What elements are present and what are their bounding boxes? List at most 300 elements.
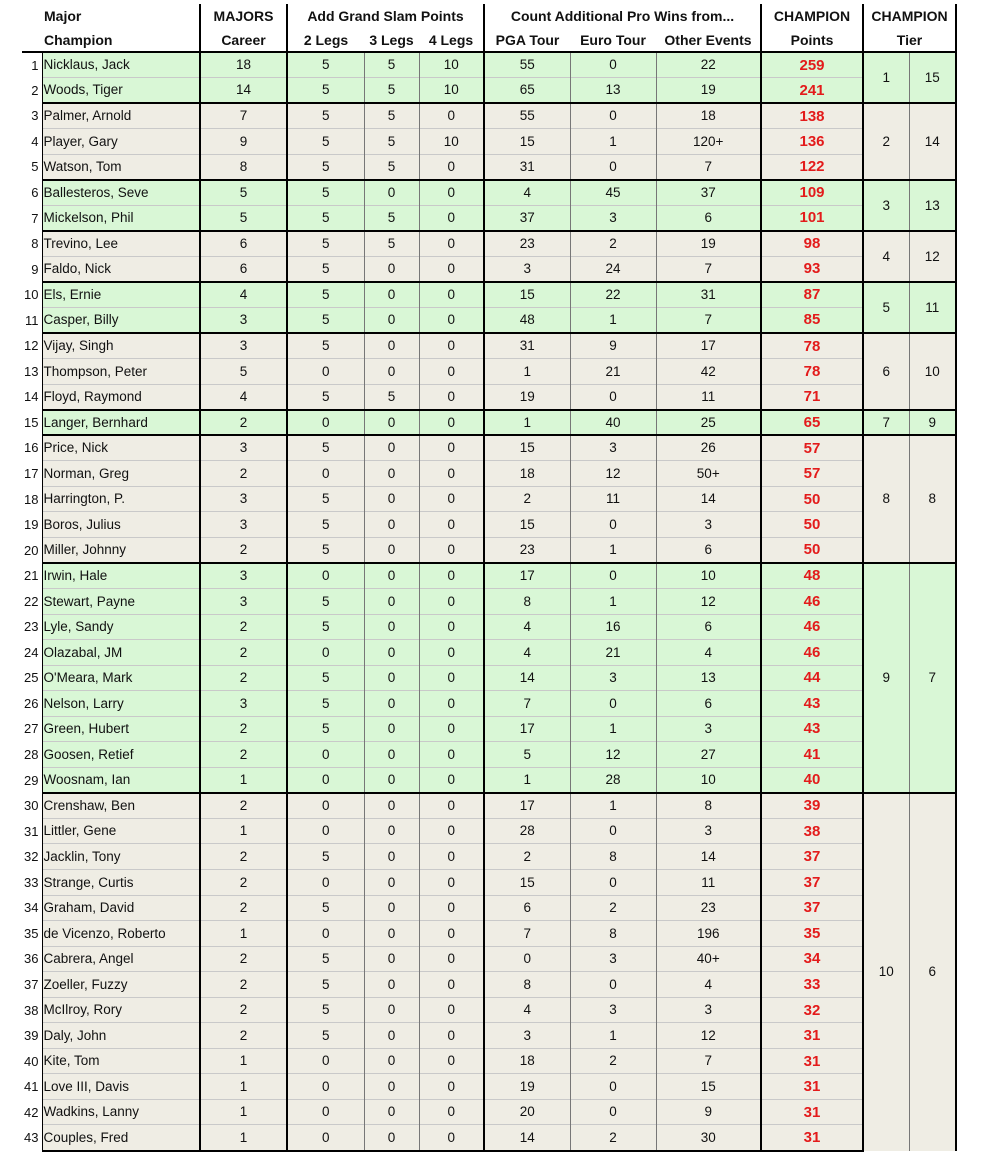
euro-tour-cell: 0 xyxy=(570,691,656,717)
career-cell: 2 xyxy=(200,742,287,768)
three-legs-cell: 0 xyxy=(364,1023,419,1049)
pga-tour-cell: 55 xyxy=(484,103,570,129)
three-legs-cell: 0 xyxy=(364,716,419,742)
euro-tour-cell: 1 xyxy=(570,129,656,155)
tier-value-cell: 8 xyxy=(909,435,956,563)
career-cell: 2 xyxy=(200,793,287,819)
rank-cell: 17 xyxy=(22,461,42,487)
rank-cell: 42 xyxy=(22,1099,42,1125)
table-row xyxy=(22,410,956,436)
career-cell: 3 xyxy=(200,333,287,359)
two-legs-cell: 5 xyxy=(287,129,364,155)
pga-tour-cell: 15 xyxy=(484,129,570,155)
two-legs-cell: 0 xyxy=(287,640,364,666)
points-cell: 35 xyxy=(761,921,863,947)
other-events-cell: 120+ xyxy=(656,129,761,155)
pga-tour-cell: 20 xyxy=(484,1099,570,1125)
header-euro-tour: Euro Tour xyxy=(570,28,656,52)
career-cell: 18 xyxy=(200,52,287,78)
two-legs-cell: 0 xyxy=(287,1099,364,1125)
points-cell: 37 xyxy=(761,895,863,921)
pga-tour-cell: 0 xyxy=(484,946,570,972)
three-legs-cell: 0 xyxy=(364,1099,419,1125)
pga-tour-cell: 4 xyxy=(484,640,570,666)
two-legs-cell: 5 xyxy=(287,52,364,78)
champion-name-cell: Norman, Greg xyxy=(42,461,200,487)
tier-number-cell: 8 xyxy=(863,435,909,563)
three-legs-cell: 0 xyxy=(364,307,419,333)
euro-tour-cell: 0 xyxy=(570,870,656,896)
points-cell: 50 xyxy=(761,537,863,563)
rank-cell: 40 xyxy=(22,1048,42,1074)
euro-tour-cell: 1 xyxy=(570,537,656,563)
other-events-cell: 10 xyxy=(656,563,761,589)
header-pro-wins: Count Additional Pro Wins from... xyxy=(484,4,761,28)
points-cell: 85 xyxy=(761,307,863,333)
header-name-top: Major xyxy=(42,4,200,28)
table-row xyxy=(22,972,956,998)
euro-tour-cell: 0 xyxy=(570,512,656,538)
two-legs-cell: 0 xyxy=(287,767,364,793)
rank-cell: 3 xyxy=(22,103,42,129)
table-row xyxy=(22,895,956,921)
euro-tour-cell: 21 xyxy=(570,640,656,666)
champion-name-cell: Cabrera, Angel xyxy=(42,946,200,972)
career-cell: 1 xyxy=(200,1048,287,1074)
champion-name-cell: Daly, John xyxy=(42,1023,200,1049)
pga-tour-cell: 65 xyxy=(484,78,570,104)
four-legs-cell: 0 xyxy=(419,742,484,768)
points-cell: 138 xyxy=(761,103,863,129)
table-body xyxy=(22,52,956,1151)
four-legs-cell: 0 xyxy=(419,333,484,359)
pga-tour-cell: 18 xyxy=(484,461,570,487)
two-legs-cell: 5 xyxy=(287,512,364,538)
table-row xyxy=(22,307,956,333)
four-legs-cell: 0 xyxy=(419,1023,484,1049)
table-row xyxy=(22,1074,956,1100)
career-cell: 2 xyxy=(200,946,287,972)
three-legs-cell: 0 xyxy=(364,742,419,768)
career-cell: 6 xyxy=(200,231,287,257)
other-events-cell: 6 xyxy=(656,205,761,231)
rank-cell: 9 xyxy=(22,256,42,282)
three-legs-cell: 0 xyxy=(364,870,419,896)
euro-tour-cell: 0 xyxy=(570,103,656,129)
career-cell: 2 xyxy=(200,870,287,896)
champion-name-cell: Harrington, P. xyxy=(42,486,200,512)
champion-name-cell: Floyd, Raymond xyxy=(42,384,200,410)
header-tier-top: CHAMPION xyxy=(863,4,956,28)
table-row xyxy=(22,793,956,819)
two-legs-cell: 5 xyxy=(287,180,364,206)
points-cell: 57 xyxy=(761,461,863,487)
points-cell: 98 xyxy=(761,231,863,257)
three-legs-cell: 0 xyxy=(364,997,419,1023)
pga-tour-cell: 23 xyxy=(484,231,570,257)
pga-tour-cell: 17 xyxy=(484,716,570,742)
three-legs-cell: 0 xyxy=(364,410,419,436)
euro-tour-cell: 8 xyxy=(570,921,656,947)
champion-name-cell: de Vicenzo, Roberto xyxy=(42,921,200,947)
rank-cell: 20 xyxy=(22,537,42,563)
four-legs-cell: 0 xyxy=(419,665,484,691)
champion-name-cell: Vijay, Singh xyxy=(42,333,200,359)
career-cell: 2 xyxy=(200,844,287,870)
three-legs-cell: 0 xyxy=(364,665,419,691)
four-legs-cell: 0 xyxy=(419,997,484,1023)
other-events-cell: 6 xyxy=(656,614,761,640)
rank-cell: 28 xyxy=(22,742,42,768)
euro-tour-cell: 13 xyxy=(570,78,656,104)
champion-name-cell: Watson, Tom xyxy=(42,154,200,180)
champion-name-cell: Green, Hubert xyxy=(42,716,200,742)
other-events-cell: 7 xyxy=(656,1048,761,1074)
table-row xyxy=(22,205,956,231)
four-legs-cell: 0 xyxy=(419,231,484,257)
four-legs-cell: 10 xyxy=(419,78,484,104)
career-cell: 3 xyxy=(200,486,287,512)
career-cell: 2 xyxy=(200,972,287,998)
three-legs-cell: 0 xyxy=(364,461,419,487)
other-events-cell: 6 xyxy=(656,691,761,717)
other-events-cell: 12 xyxy=(656,588,761,614)
points-cell: 241 xyxy=(761,78,863,104)
tier-number-cell: 5 xyxy=(863,282,909,333)
four-legs-cell: 0 xyxy=(419,205,484,231)
career-cell: 1 xyxy=(200,921,287,947)
points-cell: 37 xyxy=(761,844,863,870)
rank-cell: 2 xyxy=(22,78,42,104)
points-cell: 101 xyxy=(761,205,863,231)
tier-number-cell: 3 xyxy=(863,180,909,231)
table-row xyxy=(22,640,956,666)
champion-name-cell: Goosen, Retief xyxy=(42,742,200,768)
pga-tour-cell: 15 xyxy=(484,512,570,538)
pga-tour-cell: 31 xyxy=(484,154,570,180)
two-legs-cell: 0 xyxy=(287,461,364,487)
points-cell: 136 xyxy=(761,129,863,155)
euro-tour-cell: 3 xyxy=(570,997,656,1023)
rank-cell: 7 xyxy=(22,205,42,231)
table-row xyxy=(22,129,956,155)
two-legs-cell: 5 xyxy=(287,384,364,410)
rank-cell: 19 xyxy=(22,512,42,538)
euro-tour-cell: 0 xyxy=(570,563,656,589)
points-cell: 41 xyxy=(761,742,863,768)
euro-tour-cell: 12 xyxy=(570,461,656,487)
euro-tour-cell: 0 xyxy=(570,52,656,78)
pga-tour-cell: 17 xyxy=(484,793,570,819)
champion-name-cell: Kite, Tom xyxy=(42,1048,200,1074)
table-row xyxy=(22,78,956,104)
champion-name-cell: Woosnam, Ian xyxy=(42,767,200,793)
pga-tour-cell: 15 xyxy=(484,282,570,308)
euro-tour-cell: 0 xyxy=(570,972,656,998)
two-legs-cell: 5 xyxy=(287,205,364,231)
champion-name-cell: Wadkins, Lanny xyxy=(42,1099,200,1125)
two-legs-cell: 5 xyxy=(287,486,364,512)
three-legs-cell: 0 xyxy=(364,767,419,793)
tier-value-cell: 13 xyxy=(909,180,956,231)
four-legs-cell: 0 xyxy=(419,486,484,512)
other-events-cell: 7 xyxy=(656,256,761,282)
points-cell: 37 xyxy=(761,870,863,896)
header-name-bottom: Champion xyxy=(42,28,200,52)
pga-tour-cell: 28 xyxy=(484,818,570,844)
career-cell: 1 xyxy=(200,1099,287,1125)
pga-tour-cell: 19 xyxy=(484,1074,570,1100)
career-cell: 8 xyxy=(200,154,287,180)
other-events-cell: 7 xyxy=(656,307,761,333)
champion-name-cell: Player, Gary xyxy=(42,129,200,155)
other-events-cell: 23 xyxy=(656,895,761,921)
rank-cell: 23 xyxy=(22,614,42,640)
four-legs-cell: 0 xyxy=(419,972,484,998)
other-events-cell: 42 xyxy=(656,359,761,385)
rank-cell: 27 xyxy=(22,716,42,742)
table-row xyxy=(22,716,956,742)
three-legs-cell: 0 xyxy=(364,435,419,461)
header-majors: MAJORS xyxy=(200,4,287,28)
header-2-legs: 2 Legs xyxy=(287,28,364,52)
table-row xyxy=(22,231,956,257)
career-cell: 2 xyxy=(200,410,287,436)
rank-cell: 36 xyxy=(22,946,42,972)
points-cell: 43 xyxy=(761,691,863,717)
two-legs-cell: 5 xyxy=(287,946,364,972)
points-cell: 43 xyxy=(761,716,863,742)
two-legs-cell: 5 xyxy=(287,282,364,308)
other-events-cell: 9 xyxy=(656,1099,761,1125)
rank-cell: 4 xyxy=(22,129,42,155)
table-row xyxy=(22,691,956,717)
rank-cell: 15 xyxy=(22,410,42,436)
three-legs-cell: 0 xyxy=(364,691,419,717)
points-cell: 65 xyxy=(761,410,863,436)
table-row xyxy=(22,486,956,512)
points-cell: 57 xyxy=(761,435,863,461)
champion-name-cell: Palmer, Arnold xyxy=(42,103,200,129)
table-row xyxy=(22,333,956,359)
table-row xyxy=(22,435,956,461)
table-row xyxy=(22,997,956,1023)
rank-cell: 11 xyxy=(22,307,42,333)
career-cell: 4 xyxy=(200,384,287,410)
two-legs-cell: 0 xyxy=(287,793,364,819)
two-legs-cell: 5 xyxy=(287,691,364,717)
tier-number-cell: 10 xyxy=(863,793,909,1151)
euro-tour-cell: 2 xyxy=(570,1048,656,1074)
table-row xyxy=(22,1048,956,1074)
two-legs-cell: 5 xyxy=(287,614,364,640)
other-events-cell: 19 xyxy=(656,78,761,104)
champion-name-cell: McIlroy, Rory xyxy=(42,997,200,1023)
two-legs-cell: 5 xyxy=(287,435,364,461)
euro-tour-cell: 45 xyxy=(570,180,656,206)
points-cell: 87 xyxy=(761,282,863,308)
points-cell: 78 xyxy=(761,359,863,385)
table-row xyxy=(22,946,956,972)
two-legs-cell: 5 xyxy=(287,665,364,691)
points-cell: 44 xyxy=(761,665,863,691)
other-events-cell: 10 xyxy=(656,767,761,793)
other-events-cell: 8 xyxy=(656,793,761,819)
two-legs-cell: 5 xyxy=(287,997,364,1023)
table-row xyxy=(22,563,956,589)
other-events-cell: 27 xyxy=(656,742,761,768)
two-legs-cell: 5 xyxy=(287,307,364,333)
two-legs-cell: 5 xyxy=(287,154,364,180)
table-row xyxy=(22,844,956,870)
pga-tour-cell: 31 xyxy=(484,333,570,359)
four-legs-cell: 0 xyxy=(419,1048,484,1074)
euro-tour-cell: 2 xyxy=(570,1125,656,1151)
tier-number-cell: 6 xyxy=(863,333,909,410)
table-row xyxy=(22,537,956,563)
three-legs-cell: 5 xyxy=(364,129,419,155)
rank-cell: 39 xyxy=(22,1023,42,1049)
table-row xyxy=(22,870,956,896)
three-legs-cell: 0 xyxy=(364,512,419,538)
rank-cell: 22 xyxy=(22,588,42,614)
other-events-cell: 40+ xyxy=(656,946,761,972)
points-cell: 31 xyxy=(761,1125,863,1151)
career-cell: 2 xyxy=(200,640,287,666)
rank-cell: 13 xyxy=(22,359,42,385)
points-cell: 46 xyxy=(761,640,863,666)
champion-name-cell: Els, Ernie xyxy=(42,282,200,308)
tier-value-cell: 15 xyxy=(909,52,956,103)
euro-tour-cell: 1 xyxy=(570,1023,656,1049)
rank-cell: 26 xyxy=(22,691,42,717)
euro-tour-cell: 21 xyxy=(570,359,656,385)
champion-name-cell: O'Meara, Mark xyxy=(42,665,200,691)
header-pga-tour: PGA Tour xyxy=(484,28,570,52)
euro-tour-cell: 1 xyxy=(570,588,656,614)
champion-name-cell: Faldo, Nick xyxy=(42,256,200,282)
four-legs-cell: 0 xyxy=(419,461,484,487)
three-legs-cell: 0 xyxy=(364,818,419,844)
two-legs-cell: 0 xyxy=(287,921,364,947)
pga-tour-cell: 15 xyxy=(484,435,570,461)
euro-tour-cell: 0 xyxy=(570,1074,656,1100)
points-cell: 109 xyxy=(761,180,863,206)
two-legs-cell: 5 xyxy=(287,78,364,104)
euro-tour-cell: 11 xyxy=(570,486,656,512)
points-cell: 122 xyxy=(761,154,863,180)
champion-name-cell: Couples, Fred xyxy=(42,1125,200,1151)
three-legs-cell: 0 xyxy=(364,282,419,308)
career-cell: 2 xyxy=(200,461,287,487)
pga-tour-cell: 18 xyxy=(484,1048,570,1074)
four-legs-cell: 0 xyxy=(419,793,484,819)
other-events-cell: 6 xyxy=(656,537,761,563)
euro-tour-cell: 3 xyxy=(570,205,656,231)
header-3-legs: 3 Legs xyxy=(364,28,419,52)
career-cell: 2 xyxy=(200,537,287,563)
table-row xyxy=(22,665,956,691)
euro-tour-cell: 22 xyxy=(570,282,656,308)
tier-value-cell: 12 xyxy=(909,231,956,282)
four-legs-cell: 10 xyxy=(419,129,484,155)
other-events-cell: 18 xyxy=(656,103,761,129)
two-legs-cell: 5 xyxy=(287,333,364,359)
two-legs-cell: 0 xyxy=(287,563,364,589)
four-legs-cell: 0 xyxy=(419,1125,484,1151)
two-legs-cell: 5 xyxy=(287,716,364,742)
champion-name-cell: Thompson, Peter xyxy=(42,359,200,385)
four-legs-cell: 0 xyxy=(419,359,484,385)
three-legs-cell: 5 xyxy=(364,231,419,257)
career-cell: 3 xyxy=(200,691,287,717)
two-legs-cell: 0 xyxy=(287,742,364,768)
career-cell: 3 xyxy=(200,512,287,538)
two-legs-cell: 5 xyxy=(287,895,364,921)
three-legs-cell: 0 xyxy=(364,844,419,870)
career-cell: 1 xyxy=(200,818,287,844)
table-row xyxy=(22,588,956,614)
table-row xyxy=(22,256,956,282)
rank-cell: 5 xyxy=(22,154,42,180)
rank-cell: 25 xyxy=(22,665,42,691)
rank-cell: 31 xyxy=(22,818,42,844)
euro-tour-cell: 0 xyxy=(570,384,656,410)
four-legs-cell: 0 xyxy=(419,921,484,947)
two-legs-cell: 5 xyxy=(287,1023,364,1049)
two-legs-cell: 5 xyxy=(287,103,364,129)
three-legs-cell: 0 xyxy=(364,333,419,359)
career-cell: 5 xyxy=(200,359,287,385)
rank-cell: 8 xyxy=(22,231,42,257)
career-cell: 4 xyxy=(200,282,287,308)
champion-name-cell: Crenshaw, Ben xyxy=(42,793,200,819)
table-row xyxy=(22,614,956,640)
two-legs-cell: 0 xyxy=(287,870,364,896)
two-legs-cell: 5 xyxy=(287,256,364,282)
four-legs-cell: 0 xyxy=(419,435,484,461)
champion-name-cell: Mickelson, Phil xyxy=(42,205,200,231)
pga-tour-cell: 6 xyxy=(484,895,570,921)
euro-tour-cell: 0 xyxy=(570,1099,656,1125)
rank-cell: 38 xyxy=(22,997,42,1023)
four-legs-cell: 0 xyxy=(419,895,484,921)
champion-name-cell: Price, Nick xyxy=(42,435,200,461)
rank-cell: 29 xyxy=(22,767,42,793)
four-legs-cell: 10 xyxy=(419,52,484,78)
four-legs-cell: 0 xyxy=(419,282,484,308)
tier-number-cell: 7 xyxy=(863,410,909,436)
points-cell: 48 xyxy=(761,563,863,589)
other-events-cell: 4 xyxy=(656,972,761,998)
career-cell: 5 xyxy=(200,205,287,231)
four-legs-cell: 0 xyxy=(419,818,484,844)
three-legs-cell: 5 xyxy=(364,154,419,180)
tier-number-cell: 4 xyxy=(863,231,909,282)
three-legs-cell: 0 xyxy=(364,640,419,666)
rank-cell: 35 xyxy=(22,921,42,947)
career-cell: 2 xyxy=(200,665,287,691)
three-legs-cell: 0 xyxy=(364,921,419,947)
champion-name-cell: Langer, Bernhard xyxy=(42,410,200,436)
four-legs-cell: 0 xyxy=(419,716,484,742)
champion-name-cell: Ballesteros, Seve xyxy=(42,180,200,206)
table-row xyxy=(22,359,956,385)
header-4-legs: 4 Legs xyxy=(419,28,484,52)
points-cell: 259 xyxy=(761,52,863,78)
career-cell: 3 xyxy=(200,588,287,614)
pga-tour-cell: 8 xyxy=(484,588,570,614)
